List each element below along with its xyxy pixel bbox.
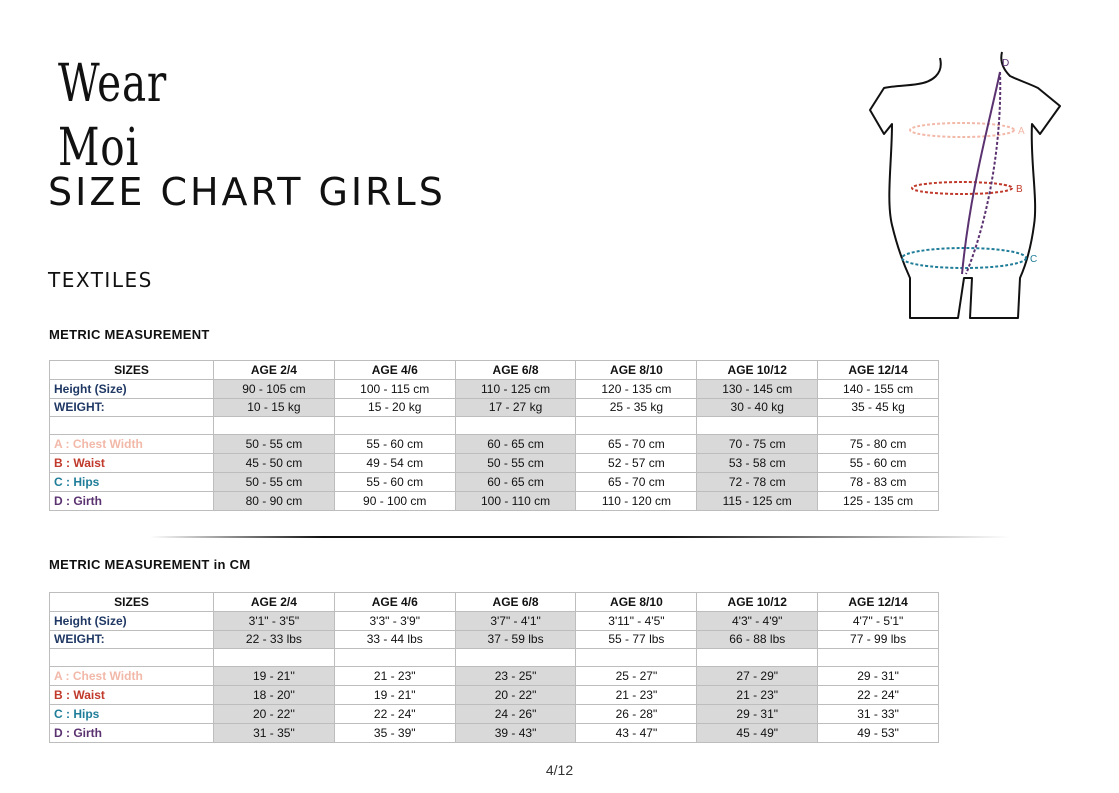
table-row [50,472,939,491]
table-cell: 25 - 27" [576,667,697,686]
table-cell: 21 - 23" [576,686,697,705]
figure-label-d: D [1002,58,1010,69]
table-cell: 22 - 24" [818,686,939,705]
row-label-waist: B : Waist [50,454,214,473]
table-cell: 60 - 65 cm [455,435,576,454]
table-cell: 130 - 145 cm [697,379,818,398]
girth-measure-line [962,72,1000,274]
table-cell: 43 - 47" [576,723,697,742]
figure-label-a: A [1018,126,1025,137]
row-label-girth: D : Girth [50,491,214,510]
table-cell: 29 - 31" [697,704,818,723]
table-header-cell: AGE 4/6 [334,361,455,380]
table-cell: 55 - 60 cm [334,472,455,491]
table-spacer-row [50,417,939,435]
table-row [50,723,939,742]
table-cell: 29 - 31" [818,667,939,686]
row-label-chest: A : Chest Width [50,435,214,454]
page-title: SIZE CHART GIRLS [48,170,446,214]
table-cell: 3'11" - 4'5" [576,611,697,630]
imperial-section-title: METRIC MEASUREMENT in CM [49,557,251,572]
table-cell: 31 - 35" [214,723,335,742]
metric-size-table [49,360,939,511]
table-cell: 45 - 49" [697,723,818,742]
table-cell: 53 - 58 cm [697,454,818,473]
table-cell: 72 - 78 cm [697,472,818,491]
table-cell: 45 - 50 cm [214,454,335,473]
table-cell: 52 - 57 cm [576,454,697,473]
table-header-cell: AGE 4/6 [334,593,455,612]
table-cell: 78 - 83 cm [818,472,939,491]
table-cell: 125 - 135 cm [818,491,939,510]
table-cell: 115 - 125 cm [697,491,818,510]
table-cell: 55 - 77 lbs [576,630,697,649]
body-outline [870,52,1060,318]
section-divider [150,536,1010,538]
table-cell: 30 - 40 kg [697,398,818,417]
table-cell: 55 - 60 cm [334,435,455,454]
table-cell: 110 - 120 cm [576,491,697,510]
table-row [50,704,939,723]
row-label-waist: B : Waist [50,686,214,705]
table-header-row [50,361,939,380]
body-measurement-figure [862,50,1072,325]
table-row [50,611,939,630]
table-cell: 77 - 99 lbs [818,630,939,649]
table-header-row [50,593,939,612]
table-row [50,630,939,649]
page-number: 4/12 [545,762,574,778]
table-cell: 35 - 45 kg [818,398,939,417]
table-row [50,491,939,510]
table-cell: 21 - 23" [334,667,455,686]
table-header-cell: SIZES [50,361,214,380]
table-cell: 24 - 26" [455,704,576,723]
table-cell: 20 - 22'' [214,704,335,723]
table-cell: 22 - 24" [334,704,455,723]
table-cell: 26 - 28" [576,704,697,723]
table-cell: 15 - 20 kg [334,398,455,417]
table-cell: 27 - 29" [697,667,818,686]
table-cell: 49 - 54 cm [334,454,455,473]
table-cell: 4'3" - 4'9" [697,611,818,630]
table-cell: 65 - 70 cm [576,435,697,454]
table-header-cell: AGE 6/8 [455,361,576,380]
table-cell: 60 - 65 cm [455,472,576,491]
metric-section-title: METRIC MEASUREMENT [49,327,210,342]
table-row [50,686,939,705]
table-cell: 100 - 110 cm [455,491,576,510]
table-spacer-row [50,649,939,667]
table-cell: 19 - 21'' [214,667,335,686]
table-cell: 37 - 59 lbs [455,630,576,649]
row-label-height: Height (Size) [50,611,214,630]
table-cell: 17 - 27 kg [455,398,576,417]
table-row [50,454,939,473]
table-cell: 140 - 155 cm [818,379,939,398]
table-cell: 55 - 60 cm [818,454,939,473]
table-row [50,667,939,686]
table-cell: 25 - 35 kg [576,398,697,417]
table-cell: 50 - 55 cm [455,454,576,473]
table-cell: 19 - 21" [334,686,455,705]
table-cell: 3'3" - 3'9" [334,611,455,630]
table-header-cell: AGE 8/10 [576,361,697,380]
row-label-height: Height (Size) [50,379,214,398]
row-label-weight: WEIGHT: [50,630,214,649]
figure-label-b: B [1016,184,1023,195]
brand-logo [58,52,278,178]
table-cell: 31 - 33" [818,704,939,723]
table-header-cell: AGE 2/4 [214,361,335,380]
table-cell: 39 - 43" [455,723,576,742]
table-cell: 120 - 135 cm [576,379,697,398]
table-cell: 20 - 22" [455,686,576,705]
brand-name: Wear Moi [58,54,168,178]
table-row [50,435,939,454]
table-header-cell: AGE 10/12 [697,593,818,612]
table-cell: 70 - 75 cm [697,435,818,454]
page-subtitle: TEXTILES [48,268,153,292]
table-header-cell: SIZES [50,593,214,612]
table-cell: 4'7" - 5'1" [818,611,939,630]
table-cell: 90 - 100 cm [334,491,455,510]
imperial-size-table [49,592,939,743]
chest-measure-line [910,123,1014,137]
figure-label-c: C [1030,254,1038,265]
row-label-girth: D : Girth [50,723,214,742]
table-cell: 3'7" - 4'1" [455,611,576,630]
table-header-cell: AGE 10/12 [697,361,818,380]
table-cell: 21 - 23" [697,686,818,705]
table-cell: 65 - 70 cm [576,472,697,491]
table-cell: 23 - 25" [455,667,576,686]
table-cell: 50 - 55 cm [214,435,335,454]
table-cell: 75 - 80 cm [818,435,939,454]
table-header-cell: AGE 6/8 [455,593,576,612]
table-cell: 33 - 44 lbs [334,630,455,649]
table-cell: 35 - 39" [334,723,455,742]
row-label-hips: C : Hips [50,704,214,723]
table-cell: 10 - 15 kg [214,398,335,417]
table-cell: 66 - 88 lbs [697,630,818,649]
table-header-cell: AGE 12/14 [818,593,939,612]
table-header-cell: AGE 2/4 [214,593,335,612]
waist-measure-line [912,182,1012,194]
table-cell: 90 - 105 cm [214,379,335,398]
table-cell: 110 - 125 cm [455,379,576,398]
table-row [50,379,939,398]
table-cell: 80 - 90 cm [214,491,335,510]
table-cell: 100 - 115 cm [334,379,455,398]
table-header-cell: AGE 8/10 [576,593,697,612]
table-cell: 22 - 33 lbs [214,630,335,649]
table-cell: 49 - 53" [818,723,939,742]
table-row [50,398,939,417]
row-label-chest: A : Chest Width [50,667,214,686]
table-cell: 18 - 20'' [214,686,335,705]
row-label-weight: WEIGHT: [50,398,214,417]
row-label-hips: C : Hips [50,472,214,491]
table-header-cell: AGE 12/14 [818,361,939,380]
table-cell: 50 - 55 cm [214,472,335,491]
table-cell: 3'1" - 3'5" [214,611,335,630]
